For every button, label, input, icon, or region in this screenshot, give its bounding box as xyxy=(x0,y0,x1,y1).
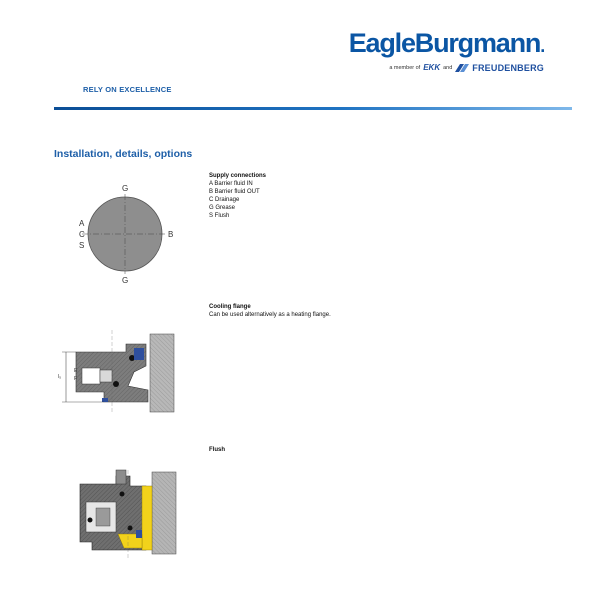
supply-connections-text xyxy=(209,172,266,220)
logo-wordmark: EagleBurgmann. xyxy=(348,28,544,58)
cooling-heading: Cooling flange xyxy=(209,304,251,310)
dim-label-l5: l₅ xyxy=(58,374,62,380)
member-line xyxy=(349,63,544,73)
freudenberg-icon xyxy=(455,64,469,72)
cooling-flange-text xyxy=(209,303,331,319)
ekk-logo: EKK xyxy=(423,63,441,72)
supply-heading: Supply connections xyxy=(209,173,267,179)
port-label-e: E xyxy=(74,368,78,374)
section-title: Installation, details, options xyxy=(54,148,193,160)
label-top-g: G xyxy=(122,184,129,193)
flush-text xyxy=(209,446,225,454)
supply-item-c: C Drainage xyxy=(209,197,240,203)
flush-drawing xyxy=(72,470,187,560)
freudenberg-logo: FREUDENBERG xyxy=(472,63,544,73)
label-b: B xyxy=(168,230,174,239)
label-bottom-g: G xyxy=(122,276,129,285)
supply-item-s: S Flush xyxy=(209,213,230,219)
port-label-f: F xyxy=(74,376,78,382)
supply-item-b: B Barrier fluid OUT xyxy=(209,189,260,195)
cooling-flange-drawing xyxy=(52,330,182,415)
cooling-description: Can be used alternatively as a heating flange. xyxy=(209,312,331,318)
label-a: A xyxy=(79,219,85,228)
member-and: and xyxy=(443,65,453,71)
supply-item-g: G Grease xyxy=(209,205,236,211)
label-c: C xyxy=(79,230,85,239)
member-prefix: a member of xyxy=(389,65,421,71)
label-s: S xyxy=(79,241,85,250)
tagline: RELY ON EXCELLENCE xyxy=(83,85,172,94)
header-divider xyxy=(54,107,572,110)
flush-heading: Flush xyxy=(209,447,225,453)
supply-item-a: A Barrier fluid IN xyxy=(209,181,253,187)
brand-logo xyxy=(349,28,544,73)
supply-connections-diagram xyxy=(70,180,190,290)
